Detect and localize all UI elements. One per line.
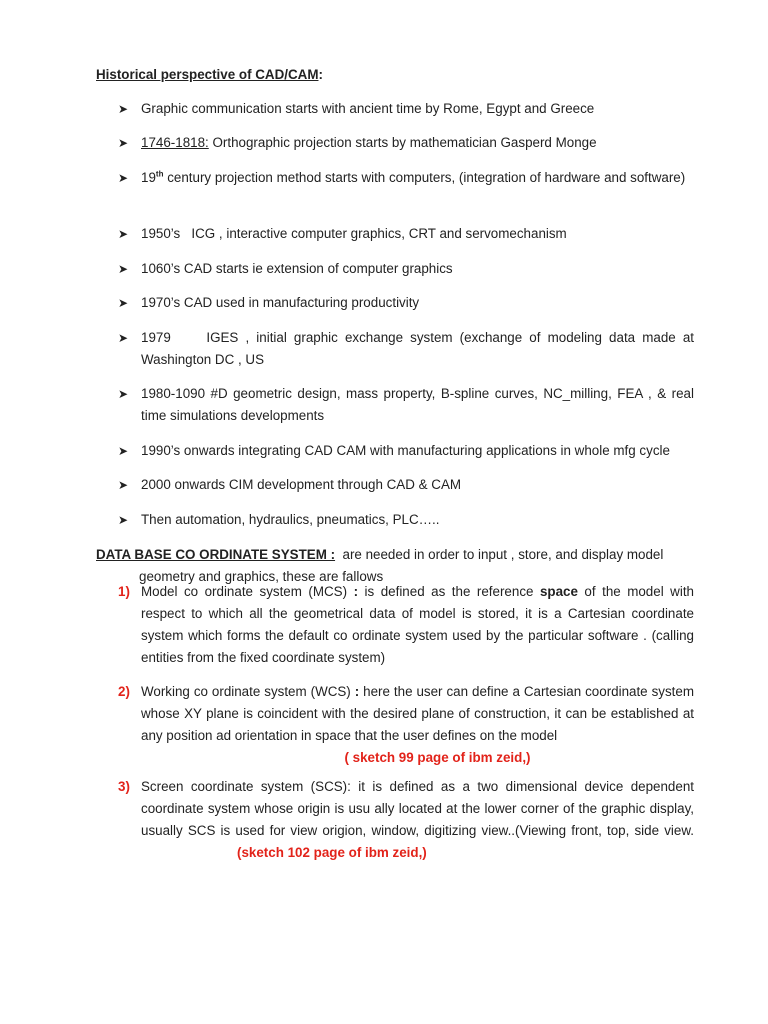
item-text: here the user can define a Cartesian coordinate system whose XY plane is coincident with the desired plane of construction, it can be established at any position ad orientation in space that the user defines on the model xyxy=(141,684,694,743)
title-colon: : xyxy=(318,67,323,82)
arrow-bullet-icon: ➤ xyxy=(118,262,129,276)
page-title xyxy=(96,64,323,86)
arrow-bullet-icon: ➤ xyxy=(118,171,129,185)
arrow-bullet-icon: ➤ xyxy=(118,296,129,310)
numbered-item-mcs xyxy=(118,581,694,669)
list-item xyxy=(118,440,694,462)
bullet-date: 1746-1818: xyxy=(141,135,209,150)
bullet-text: 1979 IGES , initial graphic exchange system (exchange of modeling data made at Washington DC , US xyxy=(141,330,698,367)
bullet-text: Graphic communication starts with ancient time by Rome, Egypt and Greece xyxy=(141,101,595,116)
arrow-bullet-icon: ➤ xyxy=(118,136,129,150)
item-number: 2) xyxy=(118,684,130,699)
bullet-text: 1980-1090 #D geometric design, mass property, B-spline curves, NC_milling, FEA , & real time simulations developments xyxy=(141,386,694,423)
list-item xyxy=(118,223,694,245)
arrow-bullet-icon: ➤ xyxy=(118,387,129,401)
numbered-item-scs xyxy=(118,776,694,864)
arrow-bullet-icon: ➤ xyxy=(118,513,129,527)
bullet-text: 1060’s CAD starts ie extension of computer graphics xyxy=(141,261,453,276)
bullet-text: 1950’s ICG , interactive computer graphics, CRT and servomechanism xyxy=(141,226,567,241)
bullet-text: century projection method starts with computers, (integration of hardware and software) xyxy=(163,170,686,185)
item-term: Working co ordinate system (WCS) xyxy=(141,684,355,699)
sketch-reference: (sketch 102 page of ibm zeid,) xyxy=(237,845,427,860)
bullet-text: Orthographic projection starts by mathematician Gasperd Monge xyxy=(208,135,597,150)
section-label: DATA BASE CO ORDINATE SYSTEM : xyxy=(96,547,336,562)
arrow-bullet-icon: ➤ xyxy=(118,227,129,241)
item-text-continued: of the model with respect to which all the geometrical data of model is stored, it is a Cartesian coordinate system which forms the default co ordinate system used by the particular software . (calling entities from the fixed coordinate system) xyxy=(141,584,694,665)
item-text: is defined as the reference xyxy=(358,584,540,599)
section-intro: are needed in order to input , store, and display model xyxy=(335,547,664,562)
sketch-reference: ( sketch 99 page of ibm zeid,) xyxy=(344,750,531,765)
bullet-number: 19 xyxy=(141,170,156,185)
list-item xyxy=(118,167,694,189)
item-colon: : xyxy=(353,584,359,599)
list-item xyxy=(118,258,694,280)
list-item xyxy=(118,98,694,120)
item-bold-word: space xyxy=(539,584,578,599)
bullet-text: 1990’s onwards integrating CAD CAM with manufacturing applications in whole mfg cycle xyxy=(141,443,670,458)
list-item xyxy=(118,327,698,371)
title-text: Historical perspective of CAD/CAM xyxy=(96,67,319,82)
arrow-bullet-icon: ➤ xyxy=(118,444,129,458)
item-number: 3) xyxy=(118,779,130,794)
bullet-text: Then automation, hydraulics, pneumatics, PLC….. xyxy=(141,512,440,527)
item-text: Screen coordinate system (SCS): it is defined as a two dimensional device dependent coordinate system whose origin is usu ally located at the lower corner of the graphic display, usually SCS is used for view origion, window, digitizing view..(Viewing front, top, side view. xyxy=(141,779,694,838)
list-item xyxy=(118,292,694,314)
arrow-bullet-icon: ➤ xyxy=(118,331,129,345)
numbered-item-wcs xyxy=(118,681,694,769)
arrow-bullet-icon: ➤ xyxy=(118,102,129,116)
bullet-text: 2000 onwards CIM development through CAD & CAM xyxy=(141,477,462,492)
bullet-text: 1970’s CAD used in manufacturing productivity xyxy=(141,295,420,310)
list-item xyxy=(118,132,694,154)
item-number: 1) xyxy=(118,584,130,599)
list-item xyxy=(118,474,694,496)
list-item xyxy=(118,383,694,427)
item-colon: : xyxy=(354,684,360,699)
arrow-bullet-icon: ➤ xyxy=(118,478,129,492)
list-item xyxy=(118,509,694,531)
section-intro-continued: geometry and graphics, these are fallows xyxy=(139,569,384,584)
item-term: Model co ordinate system (MCS) xyxy=(141,584,354,599)
bullet-superscript: th xyxy=(155,169,164,179)
